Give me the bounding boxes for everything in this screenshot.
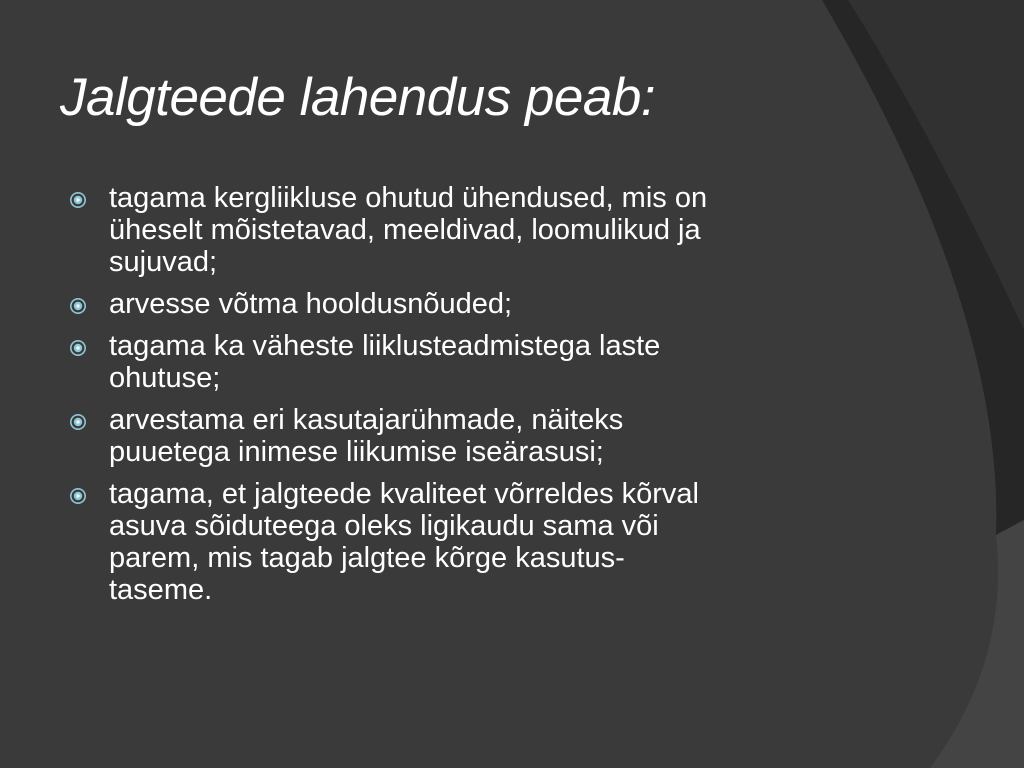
bullet-list: [66, 182, 886, 616]
slide-title: Jalgteede lahendus peab:: [60, 68, 656, 127]
concentric-circle-bullet-icon: [69, 413, 87, 431]
bullet-text: arvestama eri kasutajarühmade, näiteks puuetega inimese liikumise iseärasusi;: [109, 404, 624, 468]
concentric-circle-bullet-icon: [69, 487, 87, 505]
bullet-item: [66, 404, 886, 468]
bullet-item: [66, 182, 886, 278]
bullet-item: [66, 478, 886, 606]
bullet-item: [66, 330, 886, 394]
bullet-item: [66, 288, 886, 320]
bullet-text: arvesse võtma hooldusnõuded;: [109, 288, 513, 320]
concentric-circle-bullet-icon: [69, 297, 87, 315]
bullet-text: tagama kergliikluse ohutud ühendused, mis on üheselt mõistetavad, meeldivad, loomulikud ja sujuvad;: [109, 182, 708, 278]
concentric-circle-bullet-icon: [69, 339, 87, 357]
concentric-circle-bullet-icon: [69, 191, 87, 209]
bullet-text: tagama ka väheste liiklusteadmistega laste ohutuse;: [109, 330, 661, 394]
bullet-text: tagama, et jalgteede kvaliteet võrreldes kõrval asuva sõiduteega oleks ligikaudu sama või parem, mis tagab jalgtee kõrge kasutus- taseme.: [109, 478, 699, 606]
